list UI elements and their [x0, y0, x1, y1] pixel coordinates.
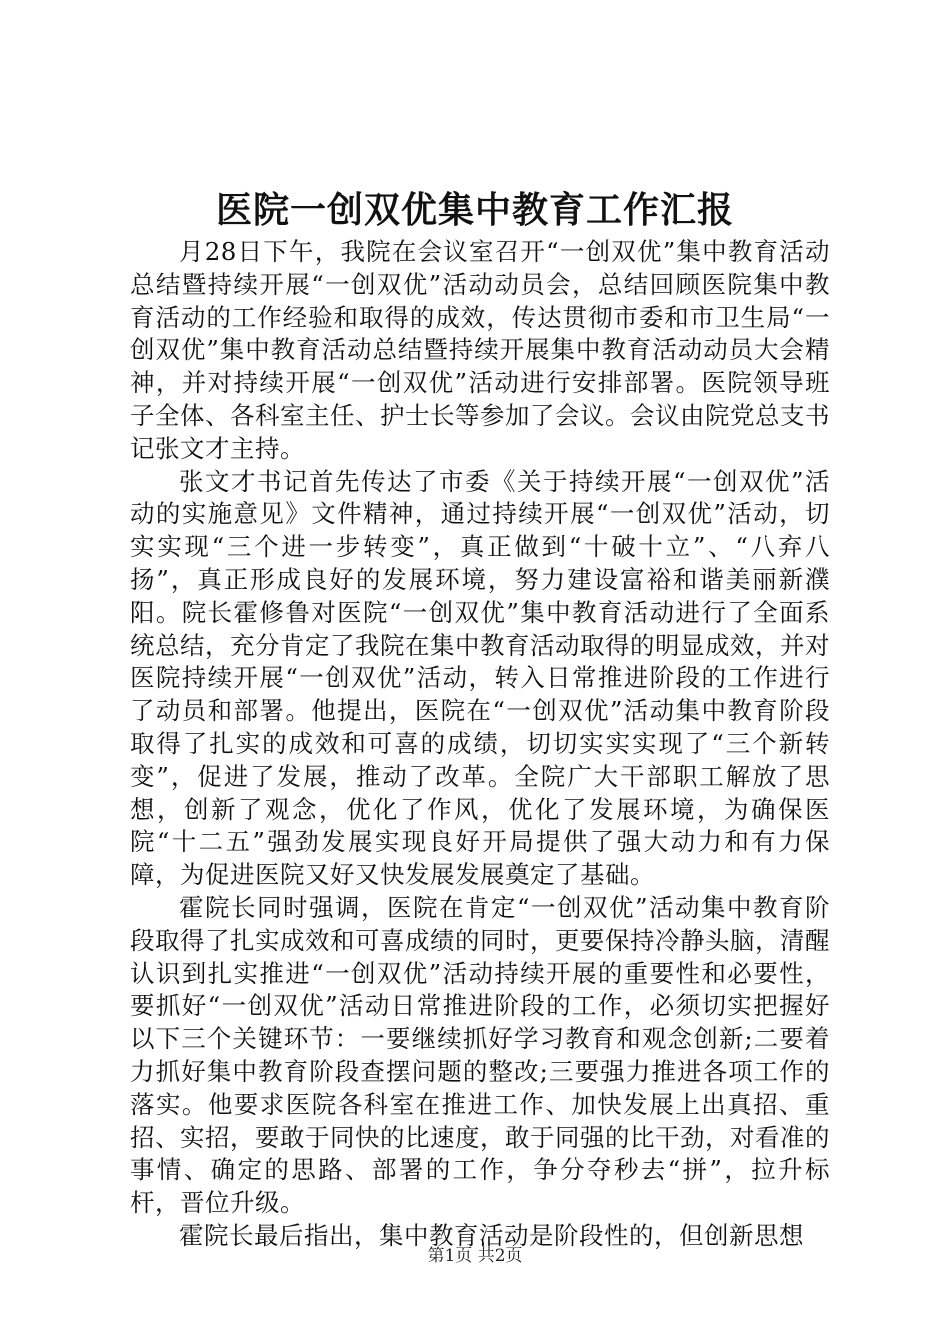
paragraph-1: 月28日下午，我院在会议室召开“一创双优”集中教育活动总结暨持续开展“一创双优”活动动员会，总结回顾医院集中教育活动的工作经验和取得的成效，传达贯彻市委和市卫生局“一创双优”集中教育活动总结暨持续开展集中教育活动动员大会精神，并对持续开展“一创双优”活动进行安排部署。医院领导班子全体、各科室主任、护士长等参加了会议。会议由院党总支书记张文才主持。 — [130, 237, 830, 463]
document-title: 医院一创双优集中教育工作汇报 — [215, 189, 734, 231]
paragraph-2: 张文才书记首先传达了市委《关于持续开展“一创双优”活动的实施意见》文件精神，通过持续开展“一创双优”活动，切实实现“三个进一步转变”，真正做到“十破十立”、“八弃八扬”，真正形成良好的发展环境，努力建设富裕和谐美丽新濮阳。院长霍修鲁对医院“一创双优”集中教育活动进行了全面系统总结，充分肯定了我院在集中教育活动取得的明显成效，并对医院持续开展“一创双优”活动，转入日常推进阶段的工作进行了动员和部署。他提出，医院在“一创双优”活动集中教育阶段取得了扎实的成效和可喜的成绩，切切实实实现了“三个新转变”，促进了发展，推动了改革。全院广大干部职工解放了思想，创新了观念，优化了作风，优化了发展环境，为确保医院“十二五”强劲发展实现良好开局提供了强大动力和有力保障，为促进医院又好又快发展发展奠定了基础。 — [130, 466, 830, 890]
paragraph-3: 霍院长同时强调，医院在肯定“一创双优”活动集中教育阶段取得了扎实成效和可喜成绩的同时，更要保持冷静头脑，清醒认识到扎实推进“一创双优”活动持续开展的重要性和必要性，要抓好“一创双优”活动日常推进阶段的工作，必须切实把握好以下三个关键环节：一要继续抓好学习教育和观念创新;二要着力抓好集中教育阶段查摆问题的整改;三要强力推进各项工作的落实。他要求医院各科室在推进工作、加快发展上出真招、重招、实招，要敢于同快的比速度，敢于同强的比干劲，对看准的事情、确定的思路、部署的工作，争分夺秒去“拼”，拉升标杆，晋位升级。 — [130, 892, 830, 1218]
page-number-footer: 第1页 共2页 — [427, 1246, 523, 1266]
document-body — [130, 236, 830, 1253]
paragraph-4: 霍院长最后指出，集中教育活动是阶段性的，但创新思想 — [179, 1220, 804, 1250]
